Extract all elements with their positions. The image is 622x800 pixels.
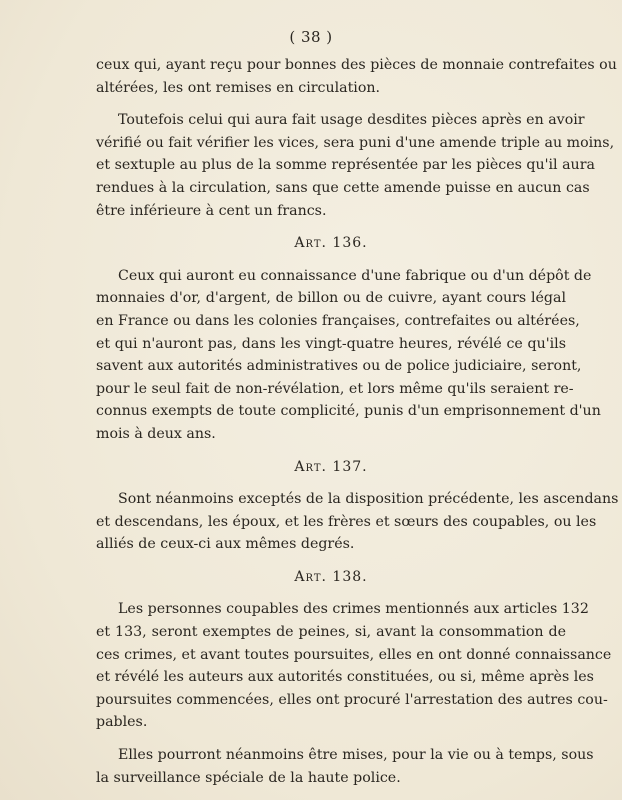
- article-title: Art. 137.: [294, 458, 368, 475]
- article-title: Art. 138.: [294, 568, 368, 585]
- text-line: connus exempts de toute complicité, punis d'un emprisonnement d'un: [96, 403, 601, 420]
- document-body: [96, 54, 619, 799]
- paragraph-continuation: [96, 54, 617, 99]
- text-line: monnaies d'or, d'argent, de billon ou de cuivre, ayant cours légal: [96, 290, 566, 307]
- text-line: en France ou dans les colonies françaises, contrefaites ou altérées,: [96, 312, 580, 329]
- article-heading-137: [96, 456, 566, 479]
- text-line: savent aux autorités administratives ou de police judiciaire, seront,: [96, 358, 582, 375]
- text-line: rendues à la circulation, sans que cette amende puisse en aucun cas: [96, 179, 590, 196]
- paragraph-article-138: [96, 598, 612, 734]
- text-line: pables.: [96, 714, 148, 731]
- text-line: Toutefois celui qui aura fait usage desdites pièces après en avoir: [118, 112, 585, 129]
- text-line: Les personnes coupables des crimes mentionnés aux articles 132: [118, 601, 589, 618]
- article-heading-138: [96, 566, 566, 589]
- text-line: et sextuple au plus de la somme représentée par les pièces qu'il aura: [96, 157, 595, 174]
- text-line: alliés de ceux-ci aux mêmes degrés.: [96, 536, 355, 553]
- text-line: et 133, seront exemptes de peines, si, avant la consommation de: [96, 624, 566, 641]
- paragraph-article-137: [96, 488, 619, 556]
- article-heading-136: [96, 232, 566, 255]
- text-line: et descendans, les époux, et les frères et sœurs des coupables, ou les: [96, 513, 597, 530]
- text-line: et révélé les auteurs aux autorités constituées, ou si, même après les: [96, 669, 594, 686]
- paragraph-toutefois: [96, 109, 615, 222]
- text-line: poursuites commencées, elles ont procuré l'arrestation des autres cou-: [96, 691, 608, 708]
- article-title: Art. 136.: [294, 235, 368, 252]
- paragraph-article-136: [96, 265, 601, 446]
- text-line: vérifié ou fait vérifier les vices, sera puni d'une amende triple au moins,: [96, 134, 615, 151]
- text-line: mois à deux ans.: [96, 425, 216, 442]
- text-line: Elles pourront néanmoins être mises, pour la vie ou à temps, sous: [118, 747, 594, 764]
- text-line: ceux qui, ayant reçu pour bonnes des pièces de monnaie contrefaites ou: [96, 57, 617, 73]
- text-line: être inférieure à cent un francs.: [96, 202, 327, 219]
- text-line: altérées, les ont remises en circulation.: [96, 79, 381, 96]
- paragraph-elles: [96, 744, 594, 789]
- text-line: Sont néanmoins exceptés de la disposition précédente, les ascendans: [118, 491, 619, 508]
- text-line: Ceux qui auront eu connaissance d'une fabrique ou d'un dépôt de: [118, 267, 592, 284]
- text-line: ces crimes, et avant toutes poursuites, elles en ont donné connaissance: [96, 646, 612, 663]
- text-line: et qui n'auront pas, dans les vingt-quatre heures, révélé ce qu'ils: [96, 335, 566, 352]
- text-line: la surveillance spéciale de la haute police.: [96, 769, 401, 786]
- page-number: ( 38 ): [289, 28, 333, 46]
- text-line: pour le seul fait de non-révélation, et lors même qu'ils seraient re-: [96, 380, 574, 397]
